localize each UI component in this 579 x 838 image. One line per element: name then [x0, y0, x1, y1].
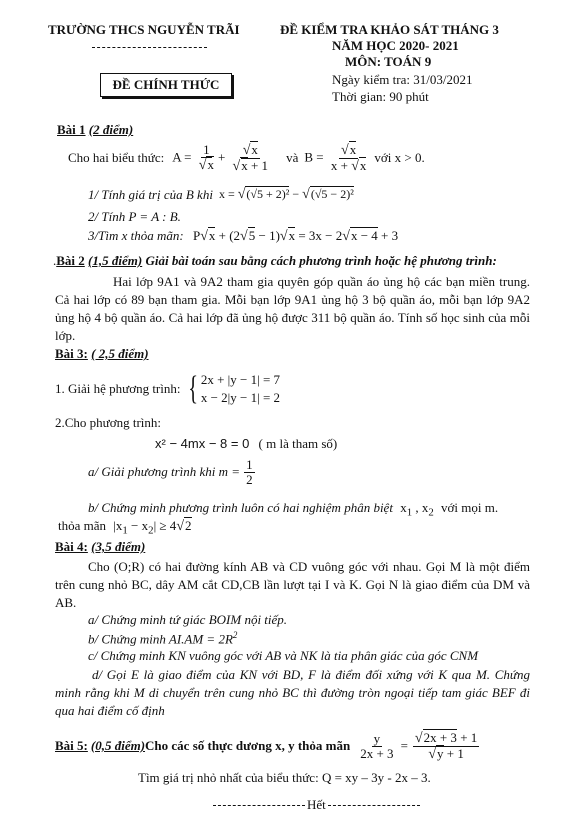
school-year: NĂM HỌC 2020- 2021 — [332, 38, 459, 53]
bai5-line: Bài 5: (0,5 điểm) Cho các số thực dương x, y thỏa mãn $\frac{y}{2x + 3}$ = $\frac{√2x + 3 + 1}{√y + 1}$ — [55, 729, 478, 762]
bai4-b: b/ Chứng minh $AI.AM = 2R^2$ — [88, 630, 238, 647]
bai3-qb: b/ Chứng minh phương trình luôn có hai nghiệm phân biệt $x_1$ , $x_2$ với mọi m. — [88, 500, 499, 519]
bai2-heading: .Bài 2 (1,5 điểm) Giải bài toán sau bằng cách phương trình hoặc hệ phương trình: — [53, 253, 497, 268]
official-badge: ĐỀ CHÍNH THỨC — [100, 73, 232, 97]
bai3-points: ( 2,5 điểm) — [91, 346, 149, 361]
bai1-and: và — [286, 150, 299, 165]
bai1-q3 — [88, 228, 398, 245]
system-brace: { — [187, 370, 198, 407]
bai1-q1-text: 1/ Tính giá trị của B khi — [88, 187, 213, 202]
bai4-intro: Cho (O;R) có hai đường kính AB và CD vuông góc với nhau. Gọi M là một điểm trên cung nhỏ BC, dây AM cắt CD,CB lần lượt tại I và K. Gọi N là giao điểm của DM và AB. — [55, 559, 530, 610]
bai3-equation: x² − 4mx − 8 = 0 ( m là tham số) — [155, 436, 338, 451]
footer-end: Hết — [307, 797, 326, 812]
expr-B: B = $\frac{√x}{x + √x}$ — [304, 141, 367, 174]
school-underline — [92, 47, 207, 48]
bai1-q2: 2/ Tính P = A : B. — [88, 209, 181, 224]
bai3-heading — [55, 346, 149, 362]
expr-A: A = $\frac{1}{√x}$ + $\frac{√x}{√x + 1}$ — [172, 141, 269, 174]
exam-date: Ngày kiểm tra: 31/03/2021 — [332, 72, 473, 87]
bai4-points: (3,5 điểm) — [91, 539, 146, 554]
bai4-b-text: b/ Chứng minh AI.AM = 2R — [88, 631, 233, 647]
bai3-qa: a/ Giải phương trình khi m = $\frac{1}{2}$ — [88, 456, 253, 487]
bai3-qb-end: với mọi m. — [441, 500, 499, 515]
bai1-q1-formula: x = √(√5 + 2)² − √(√5 − 2)² — [218, 187, 354, 202]
bai3-qb-text: b/ Chứng minh phương trình luôn có hai nghiệm phân biệt — [88, 500, 393, 515]
bai1-intro: Cho hai biểu thức: — [68, 150, 165, 165]
bai3-q1-text: 1. Giải hệ phương trình: — [55, 381, 181, 396]
bai3-title: Bài 3: — [55, 346, 88, 361]
bai3-qa-text: a/ Giải phương trình khi m = — [88, 464, 241, 479]
bai2-instruction: Giải bài toán sau bằng cách phương trình hoặc hệ phương trình: — [145, 253, 497, 268]
bai4-a: a/ Chứng minh tứ giác BOIM nội tiếp. — [88, 612, 288, 627]
bai3-satisfy-text: thỏa mãn — [58, 518, 107, 533]
bai5-points: (0,5 điểm) — [90, 738, 146, 753]
bai1-points: (2 điểm) — [88, 122, 134, 137]
bai2-text: Hai lớp 9A1 và 9A2 tham gia quyên góp quần áo ủng hộ các bạn miền trung. Cả hai lớp có 89 bạn tham gia. Mỗi bạn lớp 9A1 ủng hộ 3 bộ quần áo, mỗi bạn lớp 9A2 ủng hộ 4 bộ quần áo. Cả hai lớp đã ủng hộ được 311 bộ quần áo. Tính số học sinh của mỗi lớp. — [55, 274, 530, 343]
bai1-q1 — [88, 184, 354, 206]
bai3-satisfy: thỏa mãn $|x_1 - x_2| \ge 4√2$ — [58, 518, 192, 537]
bai4-d: d/ Gọi E là giao điểm của KN với BD, F là điểm đối xứng với K qua M. Chứng minh rằng khi M di chuyển trên cung nhỏ BC thì đường tròn ngoại tiếp tam giác BEF đi qua hai điểm cố định — [55, 667, 530, 718]
bai5-title: Bài 5: — [55, 738, 88, 753]
bai5-intro: Cho các số thực dương x, y thỏa mãn — [145, 738, 351, 753]
bai1-title: Bài 1 — [57, 122, 86, 137]
bai5-find: Tìm giá trị nhỏ nhất của biểu thức: Q = xy – 3y - 2x – 3. — [138, 770, 431, 785]
bai3-q2: 2.Cho phương trình: — [55, 415, 162, 430]
bai1-q3-formula: P√x + (2√5 − 1)√x = 3x − 2√x − 4 + 3 — [192, 228, 399, 244]
bai3-q1 — [55, 369, 280, 409]
bai1-expressions — [68, 143, 425, 173]
bai2-title: Bài 2 — [56, 253, 85, 268]
bai4-c: c/ Chứng minh KN vuông góc với AB và NK là tia phân giác của góc CNM — [88, 648, 479, 663]
footer-end-line — [213, 797, 420, 813]
bai2-points: (1,5 điểm) — [88, 253, 143, 268]
bai4-title: Bài 4: — [55, 539, 88, 554]
bai3-param: ( m là tham số) — [258, 436, 338, 451]
exam-title: ĐỀ KIỂM TRA KHẢO SÁT THÁNG 3 — [280, 22, 499, 37]
bai1-q3-text: 3/Tìm x thỏa mãn: — [88, 228, 184, 243]
exam-duration: Thời gian: 90 phút — [332, 89, 429, 104]
subject: MÔN: TOÁN 9 — [345, 54, 432, 69]
system-equations: 2x + |y − 1| = 7 x − 2|y − 1| = 2 — [200, 372, 281, 405]
bai1-heading — [57, 122, 133, 138]
bai1-condition: với x > 0. — [374, 150, 425, 165]
bai4-heading — [55, 539, 145, 555]
school-name: TRƯỜNG THCS NGUYỄN TRÃI — [48, 22, 240, 37]
